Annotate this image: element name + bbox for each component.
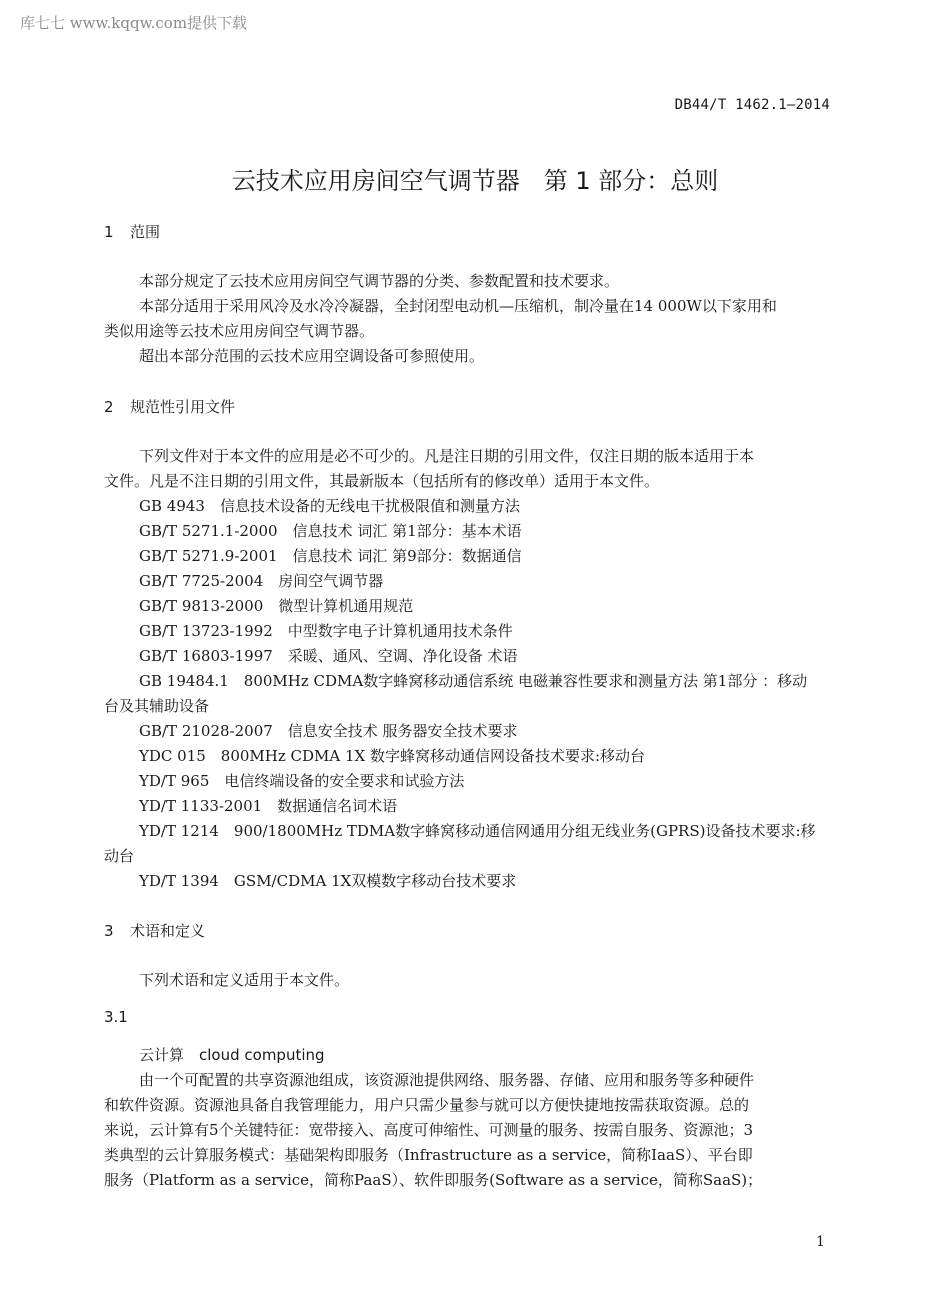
section-number: 1 xyxy=(104,223,114,241)
reference-item: GB/T 16803-1997 采暖、通风、空调、净化设备 术语 xyxy=(139,647,518,665)
reference-item-continued: 台及其辅助设备 xyxy=(104,697,210,715)
scope-paragraph: 本部分规定了云技术应用房间空气调节器的分类、参数配置和技术要求。 xyxy=(139,272,620,290)
term-definition: 和软件资源。资源池具备自我管理能力，用户只需少量参与就可以方便快捷地按需获取资源。总的 xyxy=(104,1096,750,1114)
scope-paragraph: 超出本部分范围的云技术应用空调设备可参照使用。 xyxy=(139,347,485,365)
document-code: DB44/T 1462.1—2014 xyxy=(674,97,830,113)
term-definition: 服务（Platform as a service，简称PaaS）、软件即服务(Software as a service，简称SaaS)； xyxy=(104,1171,763,1189)
section-title: 规范性引用文件 xyxy=(130,398,236,416)
section-number: 2 xyxy=(104,398,114,416)
term-cloud-computing: 云计算 cloud computing xyxy=(139,1046,325,1064)
reference-item: GB/T 21028-2007 信息安全技术 服务器安全技术要求 xyxy=(139,722,518,740)
reference-item: YD/T 1214 900/1800MHz TDMA数字蜂窝移动通信网通用分组无线业务(GPRS)设备技术要求:移 xyxy=(139,822,816,840)
reference-item: GB 4943 信息技术设备的无线电干扰极限值和测量方法 xyxy=(139,497,520,515)
term-definition: 来说，云计算有5个关键特征：宽带接入、高度可伸缩性、可测量的服务、按需自服务、资源池；3 xyxy=(104,1121,754,1139)
reference-item-continued: 动台 xyxy=(104,847,135,865)
page-title: 云技术应用房间空气调节器 第 1 部分：总则 xyxy=(231,167,719,195)
scope-paragraph: 类似用途等云技术应用房间空气调节器。 xyxy=(104,322,375,340)
reference-item: YD/T 965 电信终端设备的安全要求和试验方法 xyxy=(139,772,465,790)
section-3-heading xyxy=(104,920,205,941)
reference-item: GB/T 7725-2004 房间空气调节器 xyxy=(139,572,384,590)
reference-item: GB/T 9813-2000 微型计算机通用规范 xyxy=(139,597,414,615)
clause-3-1-number: 3.1 xyxy=(104,1008,128,1026)
reference-item: YD/T 1133-2001 数据通信名词术语 xyxy=(139,797,398,815)
watermark-text: 库七七 www.kqqw.com提供下载 xyxy=(20,14,248,32)
section-2-heading xyxy=(104,396,235,417)
section-number: 3 xyxy=(104,922,114,940)
section-title: 术语和定义 xyxy=(130,922,206,940)
term-definition: 类典型的云计算服务模式：基础架构即服务（Infrastructure as a service，简称IaaS）、平台即 xyxy=(104,1146,753,1164)
scope-paragraph: 本部分适用于采用风冷及水冷冷凝器，全封闭型电动机—压缩机，制冷量在14 000W以下家用和 xyxy=(139,297,777,315)
page-number: 1 xyxy=(816,1234,825,1250)
section-1-heading xyxy=(104,221,160,242)
reference-item: GB 19484.1 800MHz CDMA数字蜂窝移动通信系统 电磁兼容性要求和测量方法 第1部分 ：移动 xyxy=(139,672,808,690)
term-definition: 由一个可配置的共享资源池组成，该资源池提供网络、服务器、存储、应用和服务等多种硬件 xyxy=(139,1071,755,1089)
terms-intro: 下列术语和定义适用于本文件。 xyxy=(139,971,350,989)
reference-item: GB/T 5271.1-2000 信息技术 词汇 第1部分：基本术语 xyxy=(139,522,522,540)
normative-intro: 文件。凡是不注日期的引用文件，其最新版本（包括所有的修改单）适用于本文件。 xyxy=(104,472,660,490)
reference-item: GB/T 13723-1992 中型数字电子计算机通用技术条件 xyxy=(139,622,513,640)
reference-item: YDC 015 800MHz CDMA 1X 数字蜂窝移动通信网设备技术要求:移动台 xyxy=(139,747,646,765)
reference-item: YD/T 1394 GSM/CDMA 1X双模数字移动台技术要求 xyxy=(139,872,517,890)
normative-intro: 下列文件对于本文件的应用是必不可少的。凡是注日期的引用文件，仅注日期的版本适用于本 xyxy=(139,447,755,465)
reference-item: GB/T 5271.9-2001 信息技术 词汇 第9部分：数据通信 xyxy=(139,547,522,565)
section-title: 范围 xyxy=(130,223,161,241)
